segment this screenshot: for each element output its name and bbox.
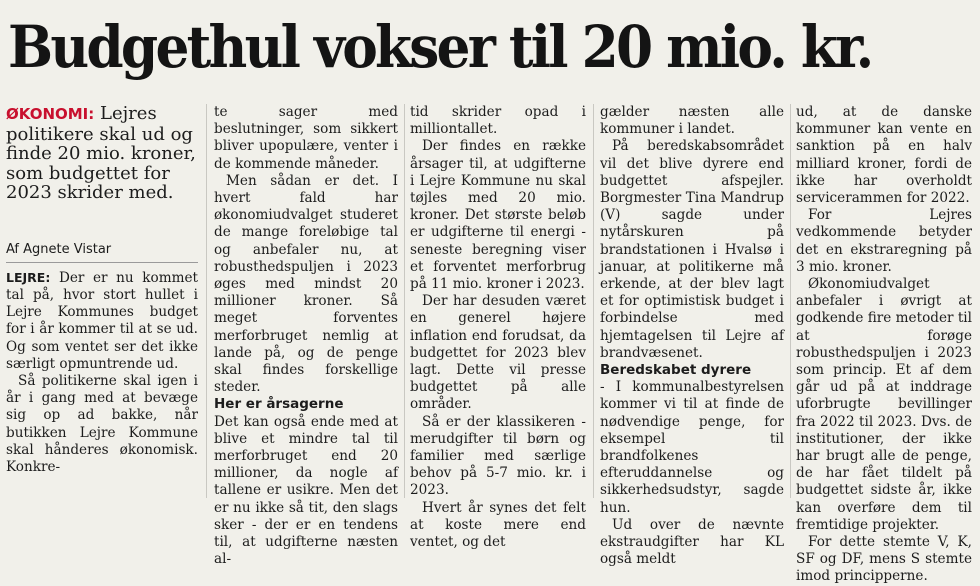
body-paragraph: Så er der klassikeren - merudgifter til børn og familier med særlige behov på 5-7 mio. kr. i 2023. <box>410 413 586 499</box>
body-paragraph <box>6 269 198 373</box>
column-rule <box>593 104 594 498</box>
lead-paragraph <box>6 104 198 203</box>
column-rule <box>404 104 405 498</box>
column-4 <box>600 104 784 568</box>
body-paragraph: tid skrider opad i milliontallet. <box>410 104 586 138</box>
column-1 <box>6 104 198 476</box>
body-paragraph: Der findes en række årsager til, at udgifterne i Lejre Kommune nu skal tøjles med 20 mio. kroner. Det største beløb er udgifterne til energi - seneste beregning viser et forventet merforbrug på 11 mio. kroner i 2023. <box>410 138 586 293</box>
column-2 <box>214 104 398 568</box>
kicker: ØKONOMI: <box>6 105 95 123</box>
column-5 <box>796 104 972 586</box>
body-paragraph: Så politikerne skal igen i år i gang med at bevæge sig op ad bakke, når butikken Lejre Kommune skal hånderes økonomisk. Konkre- <box>6 372 198 475</box>
body-paragraph: te sager med beslutninger, som sikkert bliver upopulære, venter i de kommende måneder. <box>214 104 398 172</box>
column-rule <box>206 104 207 498</box>
body-paragraph: - I kommunalbestyrelsen kommer vi til at finde de nødvendige penge, for eksempel til brandfolkenes efteruddannelse og sikkerhedsudstyr, sagde hun. <box>600 379 784 516</box>
body-paragraph: ud, at de danske kommuner kan vente en sanktion på en halv milliard kroner, fordi de ikke har overholdt servicerammen for 2022. <box>796 104 972 207</box>
lead-text: Lejres politikere skal ud og finde 20 mio. kroner, som budgettet for 2023 skrider med. <box>6 103 196 203</box>
headline: Budgethul vokser til 20 mio. kr. <box>8 13 872 81</box>
body-paragraph: Der har desuden været en generel højere inflation end forudsat, da budgettet for 2023 blev lagt. Dette vil presse budgettet på alle områder. <box>410 293 586 413</box>
byline: Af Agnete Vistar <box>6 241 198 263</box>
body-paragraph: Økonomiudvalget anbefaler i øvrigt at godkende fire metoder til at forøge robusthedspuljen i 2023 som princip. Et af dem går ud på at inddrage uforbrugte bevillinger fra 2022 til 2023. Dvs. de institutioner, der ikke har brugt alle de penge, de har fået tildelt på budgettet sidste år, ikke kan overføre dem til fremtidige projekter. <box>796 276 972 533</box>
body-paragraph: Men sådan er det. I hvert fald har økonomiudvalget studeret de mange foreløbige tal og anbefaler nu, at robusthedspuljen i 2023 øges med mindst 20 millioner kroner. Så meget forventes merforbruget nemlig at lande på, og de penge skal findes forskellige steder. <box>214 172 398 396</box>
body-paragraph: Det kan også ende med at blive et mindre tal til merforbruget end 20 millioner, da nogle af tallene er usikre. Men det er nu ikke så tit, den slags sker - der er en tendens til, at udgifterne næsten al- <box>214 413 398 568</box>
body-paragraph: Hvert år synes det felt at koste mere end ventet, og det <box>410 499 586 551</box>
body-paragraph: Ud over de nævnte ekstraudgifter har KL også meldt <box>600 516 784 568</box>
body-paragraph: gælder næsten alle kommuner i landet. <box>600 104 784 138</box>
subheading: Beredskabet dyrere <box>600 362 752 379</box>
body-paragraph: For dette stemte V, K, SF og DF, mens S stemte imod principperne. <box>796 534 972 585</box>
dateline: LEJRE: <box>6 269 51 285</box>
column-3 <box>410 104 586 551</box>
body-paragraph: På beredskabsområdet vil det blive dyrere end budgettet afspejler. Borgmester Tina Mandrup (V) sagde under nytårskuren på brandstationen i Hvalsø i januar, at politikerne må erkende, at der blev lagt et for optimistisk budget i forbindelse med hjemtagelsen til Lejre af brandvæsenet. <box>600 138 784 361</box>
subheading: Her er årsagerne <box>214 396 344 413</box>
column-rule <box>790 104 791 498</box>
body-paragraph: For Lejres vedkommende betyder det en ekstraregning på 3 mio. kroner. <box>796 207 972 275</box>
body-text: Der er nu kommet tal på, hvor stort hullet i Lejre Kommunes budget for i år kommer til at se ud. Og som ventet ser det ikke særligt opmuntrende ud. <box>6 269 198 372</box>
